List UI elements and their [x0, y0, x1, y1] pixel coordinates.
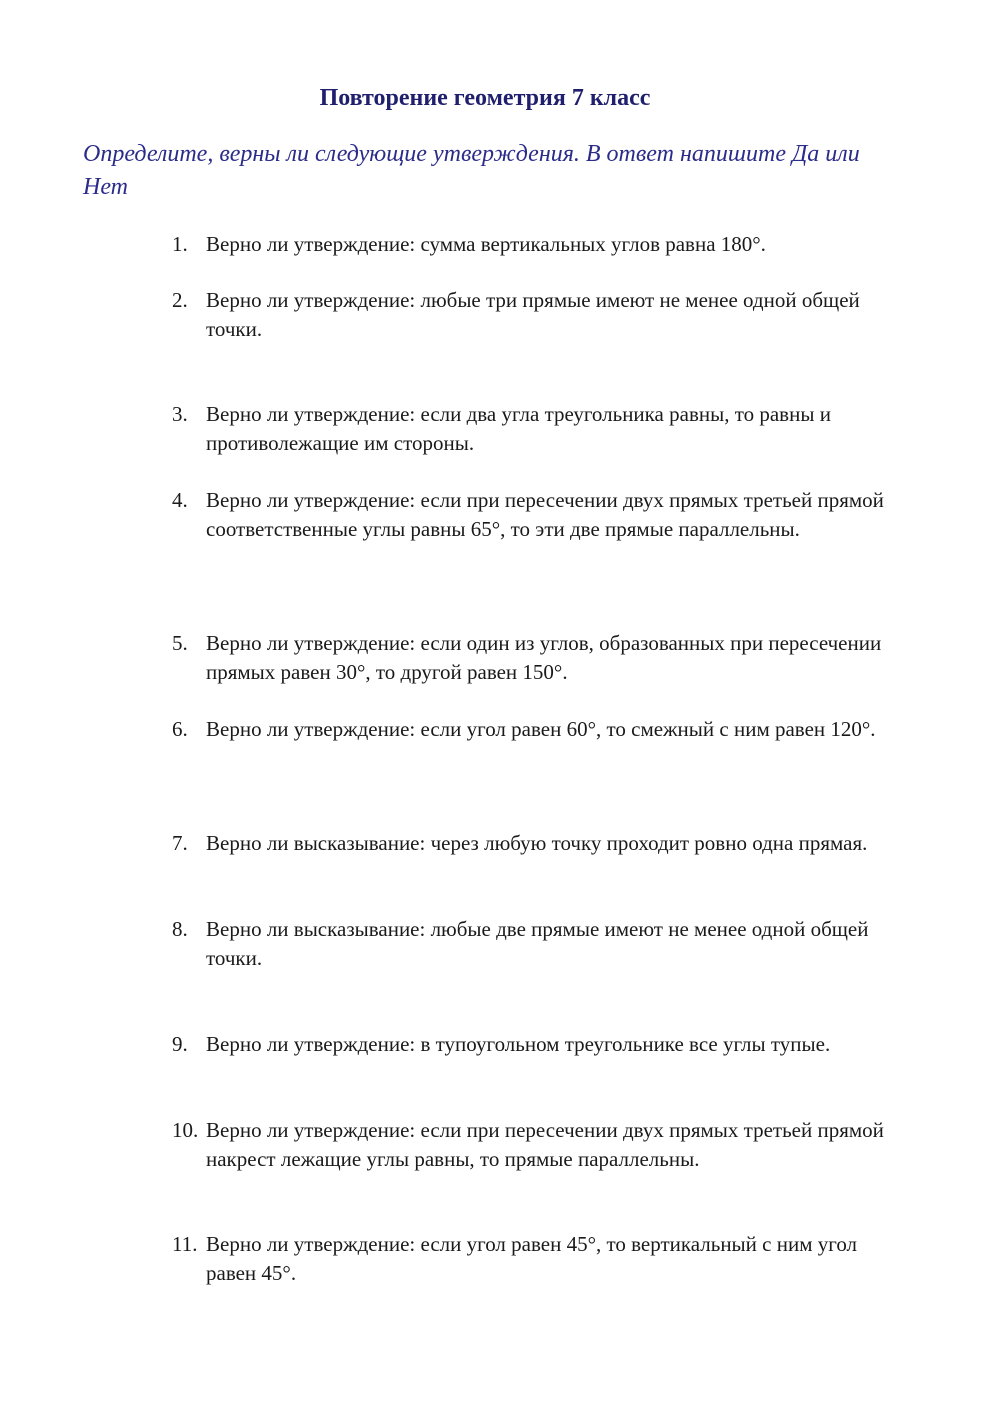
question-number: 4.: [172, 488, 188, 512]
question-text: Верно ли утверждение: если угол равен 60°, то смежный с ним равен 120°.: [206, 717, 876, 741]
question-item: [172, 286, 902, 344]
question-item: [172, 629, 902, 687]
question-item: [172, 1030, 902, 1059]
question-number: 3.: [172, 402, 188, 426]
question-item: [172, 1116, 902, 1174]
question-number: 1.: [172, 232, 188, 256]
question-number: 9.: [172, 1032, 188, 1056]
question-item: [172, 829, 902, 858]
question-text: Верно ли утверждение: если при пересечении двух прямых третьей прямой накрест лежащие углы равны, то прямые параллельны.: [206, 1118, 884, 1171]
question-item: [172, 915, 902, 973]
question-number: 8.: [172, 917, 188, 941]
question-number: 6.: [172, 717, 188, 741]
question-text: Верно ли высказывание: через любую точку проходит ровно одна прямая.: [206, 831, 868, 855]
question-text: Верно ли утверждение: в тупоугольном треугольнике все углы тупые.: [206, 1032, 831, 1056]
question-text: Верно ли утверждение: если угол равен 45°, то вертикальный с ним угол равен 45°.: [206, 1232, 858, 1285]
question-number: 10.: [172, 1118, 199, 1142]
question-number: 5.: [172, 631, 188, 655]
question-number: 7.: [172, 831, 188, 855]
question-item: [172, 230, 902, 259]
question-text: Верно ли утверждение: если один из углов, образованных при пересечении прямых равен 30°, то другой равен 150°.: [206, 631, 882, 684]
question-number: 11.: [172, 1232, 198, 1256]
question-text: Верно ли утверждение: любые три прямые имеют не менее одной общей точки.: [206, 288, 860, 341]
question-text: Верно ли высказывание: любые две прямые имеют не менее одной общей точки.: [206, 917, 869, 970]
question-text: Верно ли утверждение: если при пересечении двух прямых третьей прямой соответственные углы равны 65°, то эти две прямые параллельны.: [206, 488, 884, 541]
page-title: Повторение геометрия 7 класс: [319, 85, 651, 111]
question-item: [172, 486, 902, 544]
question-item: [172, 1230, 902, 1288]
question-item: [172, 400, 902, 458]
question-text: Верно ли утверждение: сумма вертикальных углов равна 180°.: [206, 232, 766, 256]
question-text: Верно ли утверждение: если два угла треугольника равны, то равны и противолежащие им стороны.: [206, 402, 831, 455]
question-item: [172, 715, 902, 744]
instruction-text: Определите, верны ли следующие утверждения. В ответ напишите Да или Нет: [83, 141, 860, 200]
question-number: 2.: [172, 288, 188, 312]
